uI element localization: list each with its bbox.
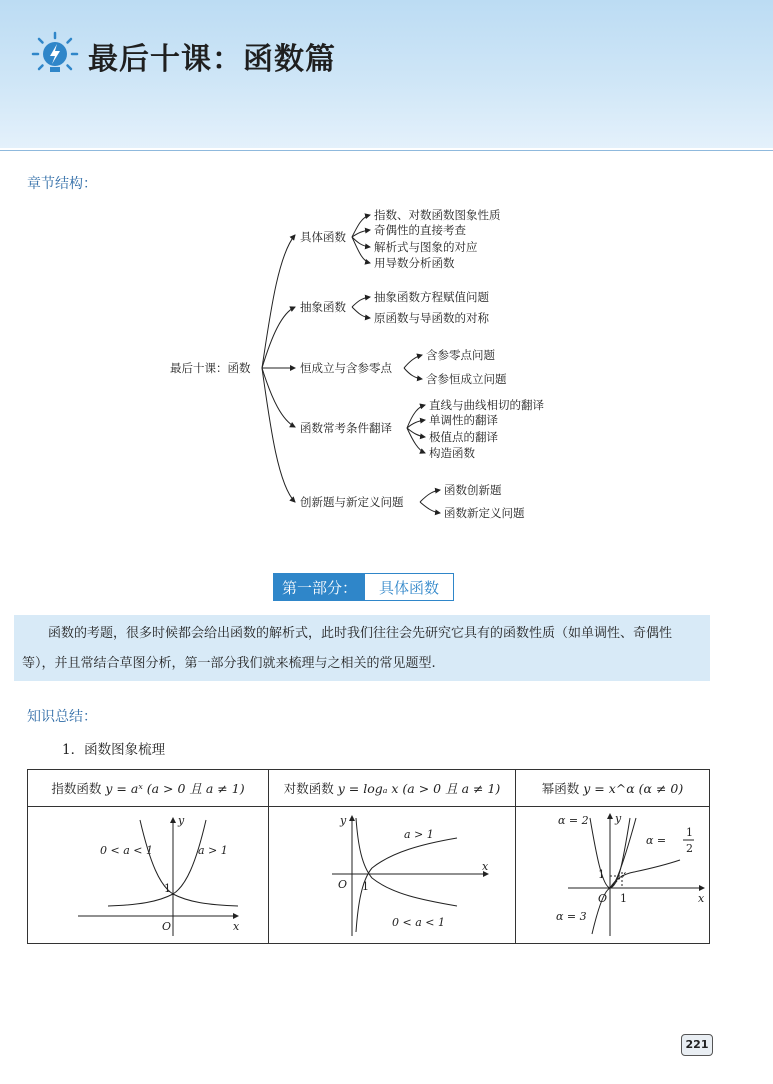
tree-leaf-5-2: 函数新定义问题 [444,506,525,520]
knowledge-label: 知识总结： [27,709,97,725]
tree-leaf-4-2: 单调性的翻译 [429,413,498,427]
tree-leaf-4-4: 构造函数 [429,446,475,460]
svg-text:1: 1 [597,868,605,881]
svg-text:x: x [482,860,489,873]
chapter-structure-tree [0,195,773,535]
svg-text:0 < a < 1: 0 < a < 1 [100,844,153,857]
function-graphs-table [27,769,710,944]
tree-root: 最后十课：函数 [170,361,251,375]
tree-leaf-1-3: 解析式与图象的对应 [374,240,478,254]
exponential-graph [48,808,248,938]
svg-text:O: O [338,878,348,891]
tree-branch-4: 函数常考条件翻译 [300,421,392,435]
power-graph-cell [516,807,710,944]
exponential-graph-cell [28,807,269,944]
svg-text:a > 1: a > 1 [198,844,228,857]
header-exponential: 指数函数 y = aˣ (a > 0 且 a ≠ 1) [28,770,269,807]
svg-text:1: 1 [164,882,171,895]
tree-leaf-5-1: 函数创新题 [444,483,502,497]
svg-text:x: x [233,920,240,933]
tree-branch-3: 恒成立与含参零点 [300,361,392,375]
tree-leaf-2-1: 抽象函数方程赋值问题 [374,290,489,304]
svg-text:O: O [597,892,607,905]
svg-text:1: 1 [362,880,369,893]
structure-label: 章节结构： [27,176,97,192]
part-title: 具体函数 [365,574,453,600]
svg-text:1: 1 [685,826,693,839]
tree-branch-5: 创新题与新定义问题 [300,495,404,509]
part-banner [273,573,454,601]
svg-text:2: 2 [685,842,693,855]
tree-leaf-1-4: 用导数分析函数 [374,256,455,270]
lightbulb-icon [30,30,80,80]
page-title: 最后十课：函数篇 [88,42,336,77]
tree-leaf-2-2: 原函数与导函数的对称 [374,311,489,325]
svg-text:1: 1 [619,892,627,905]
header-divider [0,150,773,151]
tree-leaf-4-3: 极值点的翻译 [429,430,498,444]
svg-text:α =: α = [645,834,666,847]
tree-branch-2: 抽象函数 [300,300,346,314]
knowledge-subheading: 1．函数图象梳理 [62,742,166,758]
svg-text:α = 2: α = 2 [557,814,589,827]
svg-text:α = 3: α = 3 [555,910,587,923]
tree-leaf-3-1: 含参零点问题 [426,348,495,362]
tree-leaf-1-2: 奇偶性的直接考查 [374,223,466,237]
svg-text:a > 1: a > 1 [404,828,434,841]
svg-text:y: y [614,812,621,825]
page-number: 221 [681,1034,713,1056]
tree-leaf-1-1: 指数、对数函数图象性质 [374,208,501,222]
svg-text:x: x [697,892,704,905]
part-label: 第一部分： [274,574,365,600]
header-power: 幂函数 y = x^α (α ≠ 0) [516,770,710,807]
intro-paragraph: 函数的考题，很多时候都会给出函数的解析式，此时我们往往会先研究它具有的函数性质（如单调性、奇偶性等），并且常结合草图分析，第一部分我们就来梳理与之相关的常见题型. [14,615,710,681]
svg-text:y: y [178,814,185,827]
tree-branch-1: 具体函数 [300,230,346,244]
power-graph [518,808,708,938]
svg-text:0 < a < 1: 0 < a < 1 [392,916,445,929]
tree-leaf-3-2: 含参恒成立问题 [426,372,507,386]
svg-text:O: O [162,920,172,933]
logarithmic-graph-cell [269,807,516,944]
tree-leaf-4-1: 直线与曲线相切的翻译 [429,398,544,412]
logarithmic-graph [292,808,492,938]
header-logarithmic: 对数函数 y = logₐ x (a > 0 且 a ≠ 1) [269,770,516,807]
svg-text:y: y [340,814,347,827]
